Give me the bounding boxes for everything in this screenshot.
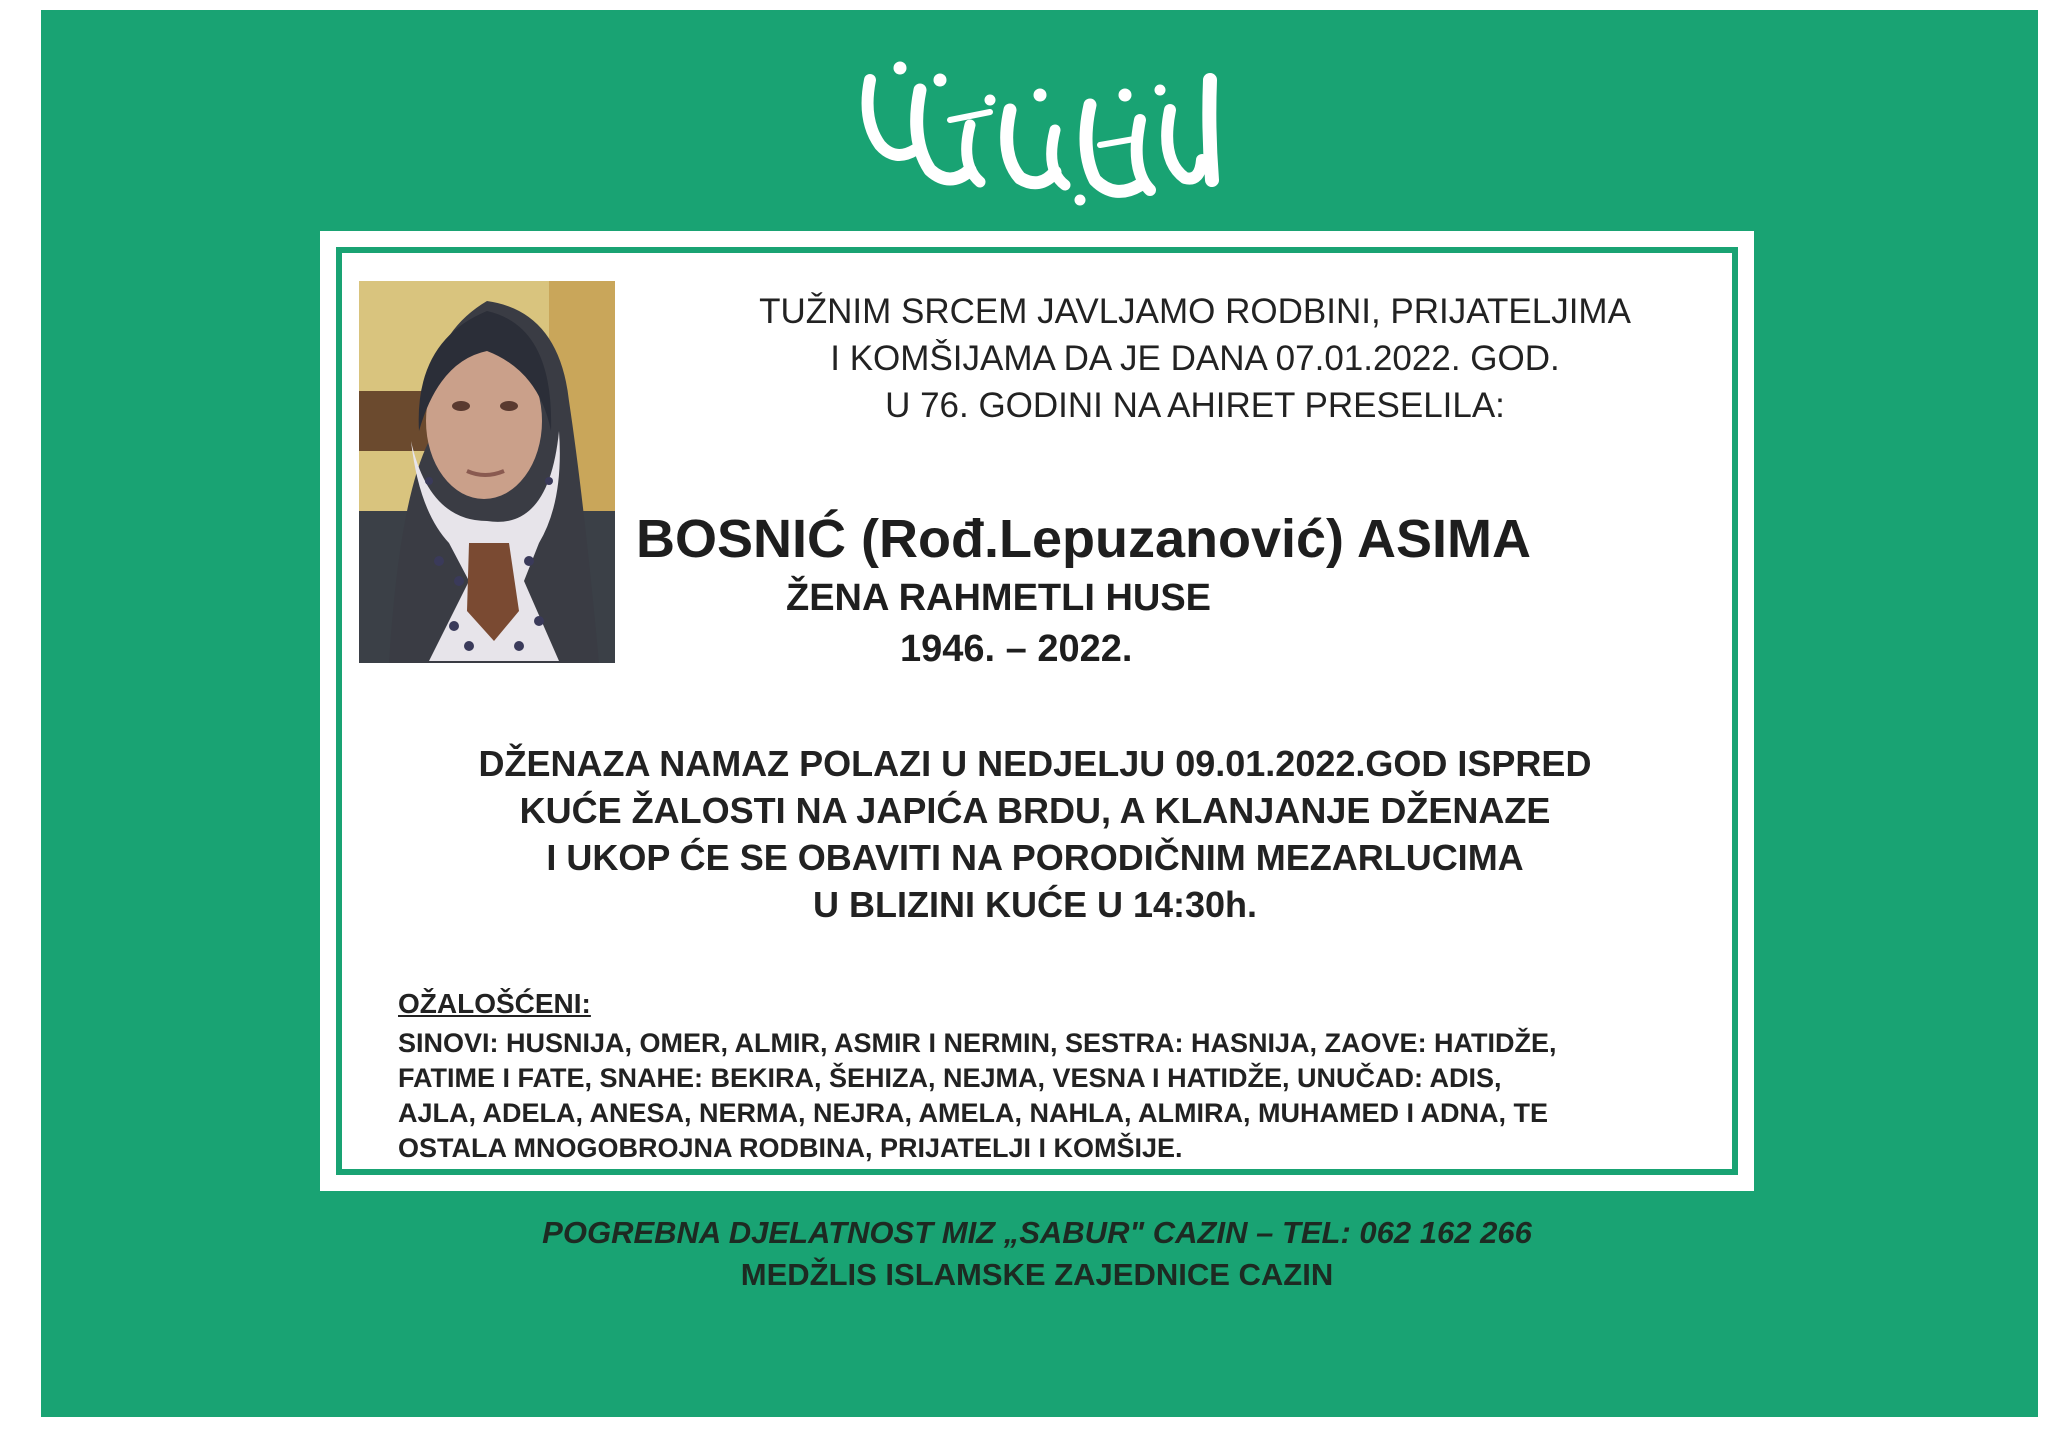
mourners-line: FATIME I FATE, SNAHE: BEKIRA, ŠEHIZA, NEJMA, VESNA I HATIDŽE, UNUČAD: ADIS,: [398, 1063, 1502, 1093]
life-years: 1946. – 2022.: [900, 628, 1133, 670]
mourners-heading: OŽALOŠĆENI:: [398, 988, 591, 1019]
deceased-portrait: [359, 281, 615, 663]
funeral-line: I UKOP ĆE SE OBAVITI NA PORODIČNIM MEZARLUCIMA: [546, 837, 1524, 878]
deceased-relation: ŽENA RAHMETLI HUSE: [786, 577, 1212, 619]
organization-name: MEDŽLIS ISLAMSKE ZAJEDNICE CAZIN: [740, 1257, 1334, 1292]
funeral-line: KUĆE ŽALOSTI NA JAPIĆA BRDU, A KLANJANJE DŽENAZE: [519, 790, 1551, 831]
mourners-line: SINOVI: HUSNIJA, OMER, ALMIR, ASMIR I NERMIN, SESTRA: HASNIJA, ZAOVE: HATIDŽE,: [398, 1028, 1557, 1058]
mourners-list: [398, 1026, 1698, 1166]
funeral-line: DŽENAZA NAMAZ POLAZI U NEDJELJU 09.01.2022.GOD ISPRED: [478, 743, 1592, 784]
mourners-line: AJLA, ADELA, ANESA, NERMA, NEJRA, AMELA, NAHLA, ALMIRA, MUHAMED I ADNA, TE: [398, 1098, 1548, 1128]
intro-line: TUŽNIM SRCEM JAVLJAMO RODBINI, PRIJATELJIMA: [759, 292, 1631, 331]
deceased-name: BOSNIĆ (Rođ.Lepuzanović) ASIMA: [636, 509, 1532, 569]
funeral-line: U BLIZINI KUĆE U 14:30h.: [812, 884, 1258, 925]
mourners-line: OSTALA MNOGOBROJNA RODBINA, PRIJATELJI I KOMŠIJE.: [398, 1133, 1183, 1163]
intro-text: [640, 288, 1750, 429]
footer: [320, 1212, 1754, 1296]
intro-line: I KOMŠIJAMA DA JE DANA 07.01.2022. GOD.: [830, 339, 1560, 378]
intro-line: U 76. GODINI NA AHIRET PRESELILA:: [885, 386, 1505, 425]
arabic-calligraphy-icon: [840, 50, 1240, 220]
funeral-service-contact: POGREBNA DJELATNOST MIZ „SABUR" CAZIN – TEL: 062 162 266: [542, 1215, 1532, 1250]
funeral-details: [380, 740, 1690, 928]
